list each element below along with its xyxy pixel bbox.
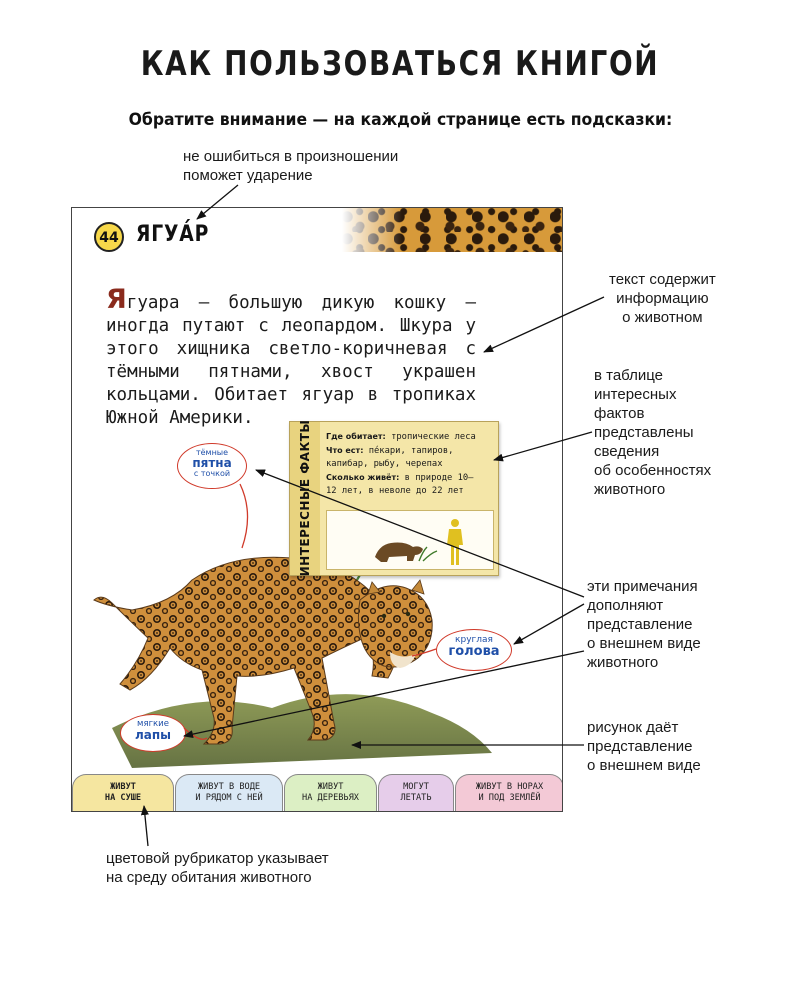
facts-label: Что ест: [326, 446, 364, 455]
tab-label: МОГУТ [403, 782, 429, 792]
note-line: в таблице [594, 367, 663, 384]
subtitle-text: Обратите внимание — на каждой странице есть подсказки: [128, 110, 672, 130]
arrow-remarks-spots [256, 470, 584, 597]
note-line: на среду обитания животного [106, 869, 312, 886]
note-line: представлены [594, 424, 694, 441]
note-line: поможет ударение [183, 167, 313, 184]
arrow-remarks-paws [184, 651, 584, 736]
note-line: интересных [594, 386, 677, 403]
note-line: сведения [594, 443, 660, 460]
callout-line: мягкие [137, 719, 169, 729]
note-line: дополняют [587, 597, 664, 614]
arrow-remarks-head [514, 604, 584, 644]
note-line: об особенностях [594, 462, 712, 479]
tab-label: ЖИВУТ В НОРАХ [475, 782, 544, 792]
note-line: текст содержит [609, 271, 716, 288]
tab-label: И ПОД ЗЕМЛЁЙ [478, 793, 541, 803]
description-text: гуара — большую дикую кошку — иногда путают с леопардом. Шкура у этого хищника светло-коричневая с тёмными пятнами, хвост украшен кольцами. Обитает ягуар в тропиках Южной Америки. [106, 293, 476, 428]
tab-label: И РЯДОМ С НЕЙ [195, 793, 263, 803]
callout-line: голова [448, 644, 500, 659]
note-line: фактов [594, 405, 645, 422]
facts-value: в природе 10– [404, 473, 474, 483]
note-line: представление [587, 738, 693, 755]
facts-side-label: ИНТЕРЕСНЫЕ ФАКТЫ [298, 419, 312, 577]
arrow-text [484, 297, 604, 352]
note-line: животного [594, 481, 666, 498]
tab-label: ЛЕТАТЬ [400, 793, 432, 803]
callout-line: лапы [134, 728, 172, 742]
facts-label: Где обитает: [326, 432, 386, 441]
tab-label: ЖИВУТ [110, 782, 136, 792]
note-line: представление [587, 616, 693, 633]
callout-line: с точкой [193, 469, 231, 478]
callout-line: пятна [192, 456, 232, 470]
page-number-badge: 44 [94, 222, 124, 252]
note-line: животного [587, 654, 659, 671]
facts-label: Сколько живёт: [326, 473, 400, 482]
tab-label: НА ДЕРЕВЬЯХ [302, 793, 359, 803]
arrow-facts [494, 432, 592, 460]
note-line: эти примечания [587, 578, 698, 595]
tab-label: ЖИВУТ В ВОДЕ [197, 782, 261, 792]
callout-line: круглая [455, 635, 493, 645]
note-line: не ошибиться в произношении [183, 148, 399, 165]
arrow-stress [197, 185, 238, 219]
note-line: цветовой рубрикатор указывает [106, 850, 329, 867]
facts-row-food-cont: капибар, рыбу, черепах [326, 459, 443, 469]
facts-value: пе́кари, тапиров, [368, 446, 454, 456]
callout-line: тёмные [195, 448, 229, 457]
note-line: о животном [622, 309, 703, 326]
tab-label: ЖИВУТ [317, 782, 344, 792]
arrow-color-tabs [144, 806, 148, 846]
tab-label: НА СУШЕ [104, 793, 142, 803]
drop-cap: Я [106, 284, 127, 315]
page-title: КАК ПОЛЬЗОВАТЬСЯ КНИГОЙ [140, 44, 660, 84]
animal-name: ЯГУА́Р [136, 222, 210, 247]
note-line: о внешнем виде [587, 757, 701, 774]
note-line: о внешнем виде [587, 635, 701, 652]
note-line: рисунок даёт [587, 719, 679, 736]
facts-value: тропические леса [391, 432, 476, 442]
note-line: информацию [616, 290, 709, 307]
facts-row-lifespan-cont: 12 лет, в неволе до 22 лет [326, 486, 464, 496]
